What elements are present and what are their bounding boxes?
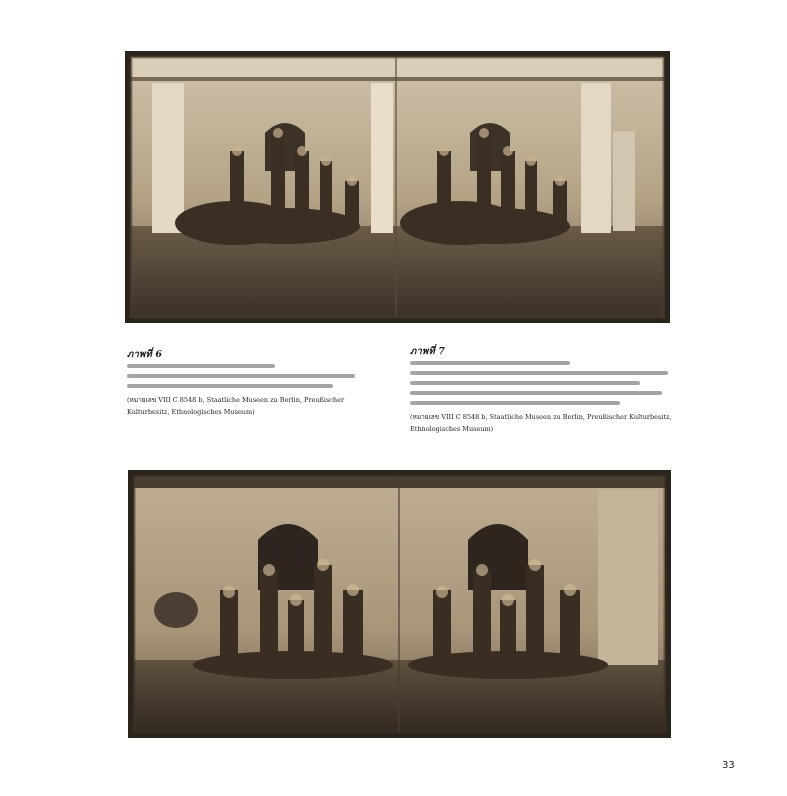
stereograph-photo-figure-6 bbox=[125, 51, 670, 323]
description-line bbox=[410, 371, 668, 375]
figure-7-caption bbox=[410, 346, 672, 435]
description-line bbox=[410, 361, 570, 365]
description-line bbox=[410, 391, 662, 395]
description-line bbox=[127, 384, 333, 388]
figure-6-source: (หมายเลข VIII C 8548 b, Staatliche Museen zu Berlin, Preußischer Kulturbesitz, Ethnologisches Museum) bbox=[127, 396, 345, 416]
description-line bbox=[410, 381, 640, 385]
stereograph-photo-figure-7 bbox=[128, 470, 671, 738]
figure-7-description-lines bbox=[410, 361, 672, 405]
figure-7-source: (หมายเลข VIII C 8548 b, Staatliche Museen zu Berlin, Preußischer Kulturbesitz, Ethnologisches Museum) bbox=[410, 413, 672, 433]
photo-figure-7-graphic bbox=[128, 470, 671, 738]
description-line bbox=[127, 374, 355, 378]
page-number: 33 bbox=[722, 760, 735, 771]
photo-figure-6-graphic bbox=[125, 51, 670, 323]
description-line bbox=[410, 401, 620, 405]
figure-7-title: ภาพที่ 7 bbox=[410, 346, 446, 357]
description-line bbox=[127, 364, 275, 368]
figure-6-title: ภาพที่ 6 bbox=[127, 349, 163, 360]
figure-6-caption bbox=[127, 349, 367, 418]
figure-6-description-lines bbox=[127, 364, 367, 388]
